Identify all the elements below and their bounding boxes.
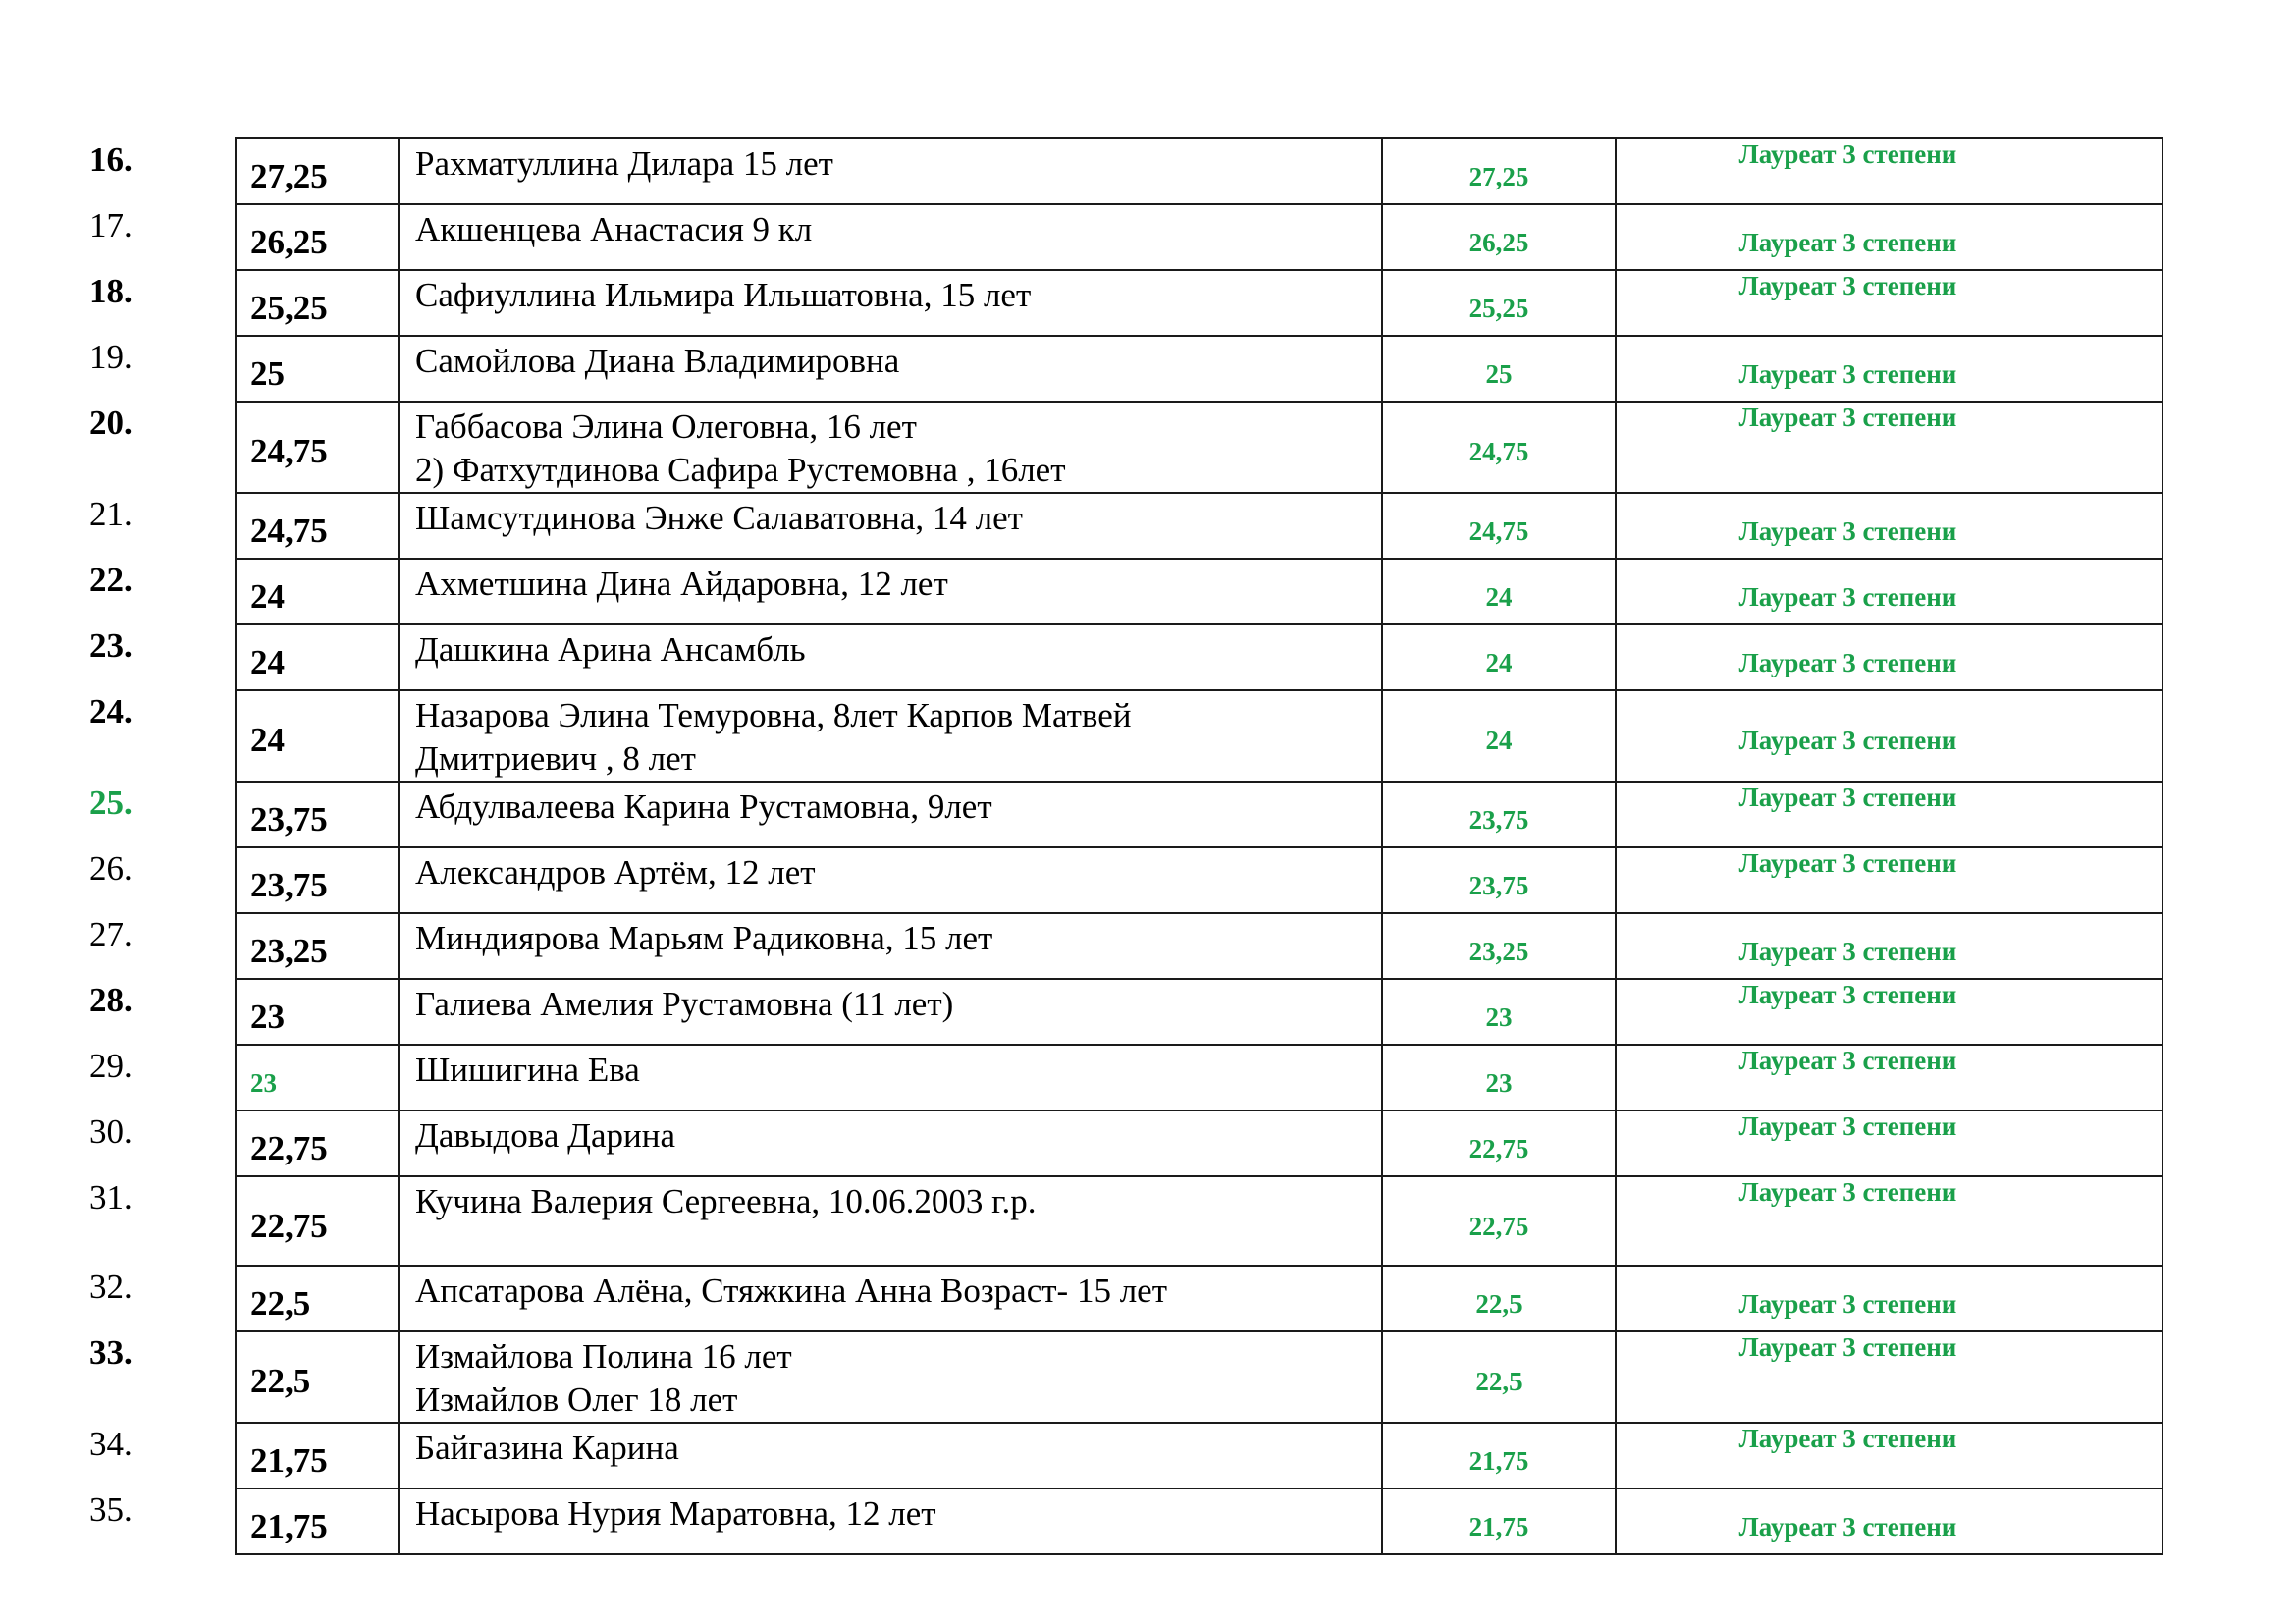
table-row	[140, 1266, 2163, 1331]
row-number-cell	[89, 559, 236, 624]
row-number-cell	[89, 270, 236, 336]
row-number-cell	[89, 913, 236, 979]
total-score: 23,75	[1468, 805, 1529, 835]
table-row	[140, 270, 2163, 336]
table-row	[140, 782, 2163, 847]
score-value: 22,5	[250, 1362, 311, 1400]
participant-cell	[399, 624, 1382, 690]
table-row	[140, 1110, 2163, 1176]
row-number: 32.	[89, 1268, 133, 1306]
award-cell	[1616, 1423, 2163, 1489]
row-number-cell	[89, 1423, 236, 1489]
total-score: 24	[1485, 648, 1513, 677]
table-row	[140, 336, 2163, 402]
participant-cell	[399, 913, 1382, 979]
participant-name: Дашкина Арина Ансамбль	[415, 630, 806, 669]
participant-name: Абдулвалеева Карина Рустамовна, 9лет	[415, 787, 992, 826]
participant-name: Сафиуллина Ильмира Ильшатовна, 15 лет	[415, 276, 1032, 314]
award-label: Лауреат 3 степени	[1738, 1289, 1957, 1319]
row-number-cell	[89, 1110, 236, 1176]
table-row	[140, 493, 2163, 559]
score-value: 21,75	[250, 1441, 328, 1480]
score-cell	[236, 690, 399, 782]
total-cell	[1382, 1045, 1616, 1110]
score-cell	[236, 402, 399, 493]
total-score: 23,25	[1468, 937, 1529, 966]
total-score: 27,25	[1468, 162, 1529, 191]
score-value: 24	[250, 577, 285, 616]
score-value: 21,75	[250, 1507, 328, 1545]
score-value: 23,75	[250, 866, 328, 904]
participant-name: 2) Фатхутдинова Сафира Рустемовна , 16лет	[415, 451, 1066, 489]
score-cell	[236, 1423, 399, 1489]
score-cell	[236, 624, 399, 690]
award-label: Лауреат 3 степени	[1738, 359, 1957, 389]
score-cell	[236, 559, 399, 624]
score-value: 26,25	[250, 223, 328, 261]
total-cell	[1382, 336, 1616, 402]
row-number-cell	[89, 624, 236, 690]
total-score: 26,25	[1468, 228, 1529, 257]
score-value: 27,25	[250, 157, 328, 195]
participant-cell	[399, 1176, 1382, 1266]
participant-name: Измайлова Полина 16 лет	[415, 1337, 792, 1376]
award-cell	[1616, 270, 2163, 336]
total-cell	[1382, 1176, 1616, 1266]
award-label: Лауреат 3 степени	[1738, 1177, 1957, 1207]
row-number: 24.	[89, 692, 133, 731]
score-cell	[236, 1489, 399, 1554]
award-label: Лауреат 3 степени	[1738, 403, 1957, 432]
score-cell	[236, 1110, 399, 1176]
results-table	[89, 137, 2163, 1555]
participant-name: Кучина Валерия Сергеевна, 10.06.2003 г.р.	[415, 1182, 1037, 1220]
award-cell	[1616, 847, 2163, 913]
total-score: 23,75	[1468, 871, 1529, 900]
award-cell	[1616, 204, 2163, 270]
award-cell	[1616, 138, 2163, 204]
total-cell	[1382, 624, 1616, 690]
award-cell	[1616, 690, 2163, 782]
total-cell	[1382, 402, 1616, 493]
total-cell	[1382, 138, 1616, 204]
total-cell	[1382, 1331, 1616, 1423]
total-cell	[1382, 559, 1616, 624]
score-value: 24	[250, 643, 285, 681]
total-cell	[1382, 782, 1616, 847]
total-score: 24	[1485, 726, 1513, 755]
participant-cell	[399, 402, 1382, 493]
participant-name: Миндиярова Марьям Радиковна, 15 лет	[415, 919, 993, 957]
row-number: 30.	[89, 1112, 133, 1151]
award-label: Лауреат 3 степени	[1738, 726, 1957, 755]
score-cell	[236, 1045, 399, 1110]
table-row	[140, 847, 2163, 913]
participant-cell	[399, 1489, 1382, 1554]
award-label: Лауреат 3 степени	[1738, 1512, 1957, 1542]
award-label: Лауреат 3 степени	[1738, 783, 1957, 812]
award-cell	[1616, 979, 2163, 1045]
award-cell	[1616, 1045, 2163, 1110]
score-cell	[236, 1176, 399, 1266]
participant-name: Самойлова Диана Владимировна	[415, 342, 900, 380]
score-cell	[236, 204, 399, 270]
table-row	[140, 1489, 2163, 1554]
total-score: 22,5	[1475, 1289, 1522, 1319]
participant-name: Галиева Амелия Рустамовна (11 лет)	[415, 985, 954, 1023]
score-value: 22,5	[250, 1284, 311, 1323]
score-cell	[236, 979, 399, 1045]
score-cell	[236, 138, 399, 204]
award-cell	[1616, 559, 2163, 624]
award-cell	[1616, 1110, 2163, 1176]
score-cell	[236, 270, 399, 336]
total-score: 24,75	[1468, 437, 1529, 466]
participant-cell	[399, 690, 1382, 782]
score-cell	[236, 1331, 399, 1423]
score-value: 25,25	[250, 289, 328, 327]
table-row	[140, 559, 2163, 624]
award-cell	[1616, 1176, 2163, 1266]
row-number-cell	[89, 690, 236, 782]
participant-name: Насырова Нурия Маратовна, 12 лет	[415, 1494, 936, 1533]
award-label: Лауреат 3 степени	[1738, 228, 1957, 257]
row-number: 20.	[89, 404, 133, 442]
total-cell	[1382, 493, 1616, 559]
score-value: 23,75	[250, 800, 328, 839]
table-row	[140, 204, 2163, 270]
participant-cell	[399, 782, 1382, 847]
award-label: Лауреат 3 степени	[1738, 648, 1957, 677]
award-cell	[1616, 624, 2163, 690]
award-label: Лауреат 3 степени	[1738, 1332, 1957, 1362]
total-cell	[1382, 847, 1616, 913]
participant-cell	[399, 847, 1382, 913]
participant-cell	[399, 270, 1382, 336]
table-row	[140, 1331, 2163, 1423]
total-score: 21,75	[1468, 1446, 1529, 1476]
award-cell	[1616, 782, 2163, 847]
award-label: Лауреат 3 степени	[1738, 1424, 1957, 1453]
row-number: 33.	[89, 1333, 133, 1372]
table-row	[140, 1176, 2163, 1266]
row-number: 23.	[89, 626, 133, 665]
participant-name: Александров Артём, 12 лет	[415, 853, 816, 892]
participant-cell	[399, 336, 1382, 402]
award-label: Лауреат 3 степени	[1738, 848, 1957, 878]
row-number: 29.	[89, 1047, 133, 1085]
row-number-cell	[89, 336, 236, 402]
row-number-cell	[89, 1045, 236, 1110]
participant-name: Габбасова Элина Олеговна, 16 лет	[415, 407, 917, 446]
participant-cell	[399, 1331, 1382, 1423]
participant-cell	[399, 979, 1382, 1045]
total-cell	[1382, 1423, 1616, 1489]
row-number: 18.	[89, 272, 133, 310]
participant-cell	[399, 138, 1382, 204]
score-value: 25	[250, 354, 285, 393]
participant-name: Давыдова Дарина	[415, 1116, 676, 1155]
participant-name: Байгазина Карина	[415, 1429, 679, 1467]
table-row	[140, 1045, 2163, 1110]
row-number: 31.	[89, 1178, 133, 1217]
score-cell	[236, 336, 399, 402]
score-value: 24,75	[250, 512, 328, 550]
participant-name: Назарова Элина Темуровна, 8лет Карпов Матвей	[415, 696, 1132, 734]
score-value: 23	[250, 998, 285, 1036]
row-number-cell	[89, 979, 236, 1045]
table-row	[140, 402, 2163, 493]
score-cell	[236, 493, 399, 559]
award-label: Лауреат 3 степени	[1738, 582, 1957, 612]
award-label: Лауреат 3 степени	[1738, 139, 1957, 169]
award-cell	[1616, 1489, 2163, 1554]
score-cell	[236, 1266, 399, 1331]
score-cell	[236, 913, 399, 979]
participant-cell	[399, 1110, 1382, 1176]
award-cell	[1616, 1266, 2163, 1331]
row-number-cell	[89, 1266, 236, 1331]
award-cell	[1616, 402, 2163, 493]
results-body	[89, 138, 2163, 1554]
total-score: 24	[1485, 582, 1513, 612]
row-number: 28.	[89, 981, 133, 1019]
row-number: 25.	[89, 784, 133, 822]
participant-name: Дмитриевич , 8 лет	[415, 739, 696, 778]
total-score: 24,75	[1468, 516, 1529, 546]
score-value: 24,75	[250, 432, 328, 470]
row-number-cell	[89, 138, 236, 204]
award-cell	[1616, 493, 2163, 559]
participant-name: Акшенцева Анастасия 9 кл	[415, 210, 813, 248]
row-number: 16.	[89, 140, 133, 179]
total-cell	[1382, 1489, 1616, 1554]
score-value: 22,75	[250, 1207, 328, 1245]
participant-cell	[399, 1045, 1382, 1110]
score-value: 24	[250, 721, 285, 759]
total-cell	[1382, 204, 1616, 270]
total-cell	[1382, 979, 1616, 1045]
total-score: 21,75	[1468, 1512, 1529, 1542]
row-number: 17.	[89, 206, 133, 244]
score-value: 22,75	[250, 1129, 328, 1167]
participant-name: Рахматуллина Дилара 15 лет	[415, 144, 833, 183]
row-number-cell	[89, 493, 236, 559]
total-cell	[1382, 690, 1616, 782]
total-score: 23	[1485, 1002, 1513, 1032]
row-number-cell	[89, 402, 236, 493]
row-number: 26.	[89, 849, 133, 888]
total-cell	[1382, 1110, 1616, 1176]
score-value: 23	[250, 1068, 277, 1098]
row-number-cell	[89, 1489, 236, 1554]
total-score: 25	[1485, 359, 1513, 389]
total-score: 22,5	[1475, 1367, 1522, 1396]
score-value: 23,25	[250, 932, 328, 970]
row-number: 19.	[89, 338, 133, 376]
participant-name: Шишигина Ева	[415, 1051, 640, 1089]
row-number-cell	[89, 847, 236, 913]
row-number-cell	[89, 782, 236, 847]
participant-name: Ахметшина Дина Айдаровна, 12 лет	[415, 565, 948, 603]
participant-cell	[399, 493, 1382, 559]
total-score: 22,75	[1468, 1212, 1529, 1241]
participant-cell	[399, 559, 1382, 624]
participant-cell	[399, 204, 1382, 270]
participant-cell	[399, 1266, 1382, 1331]
total-cell	[1382, 270, 1616, 336]
table-row	[140, 690, 2163, 782]
award-cell	[1616, 1331, 2163, 1423]
participant-name: Измайлов Олег 18 лет	[415, 1380, 738, 1419]
table-row	[140, 624, 2163, 690]
table-row	[140, 979, 2163, 1045]
row-number: 27.	[89, 915, 133, 953]
participant-name: Шамсутдинова Энже Салаватовна, 14 лет	[415, 499, 1023, 537]
row-number: 35.	[89, 1490, 133, 1529]
award-label: Лауреат 3 степени	[1738, 937, 1957, 966]
total-score: 23	[1485, 1068, 1513, 1098]
award-label: Лауреат 3 степени	[1738, 1046, 1957, 1075]
total-cell	[1382, 913, 1616, 979]
row-number: 22.	[89, 561, 133, 599]
award-label: Лауреат 3 степени	[1738, 1111, 1957, 1141]
award-label: Лауреат 3 степени	[1738, 271, 1957, 300]
score-cell	[236, 847, 399, 913]
award-label: Лауреат 3 степени	[1738, 516, 1957, 546]
row-number-cell	[89, 204, 236, 270]
row-number-cell	[89, 1176, 236, 1266]
row-number: 34.	[89, 1425, 133, 1463]
award-cell	[1616, 913, 2163, 979]
award-label: Лауреат 3 степени	[1738, 980, 1957, 1009]
participant-name: Апсатарова Алёна, Стяжкина Анна Возраст- 15 лет	[415, 1272, 1168, 1310]
participant-cell	[399, 1423, 1382, 1489]
award-cell	[1616, 336, 2163, 402]
table-row	[140, 138, 2163, 204]
table-row	[140, 1423, 2163, 1489]
table-row	[140, 913, 2163, 979]
row-number-cell	[89, 1331, 236, 1423]
total-score: 22,75	[1468, 1134, 1529, 1164]
row-number: 21.	[89, 495, 133, 533]
total-cell	[1382, 1266, 1616, 1331]
score-cell	[236, 782, 399, 847]
total-score: 25,25	[1468, 294, 1529, 323]
